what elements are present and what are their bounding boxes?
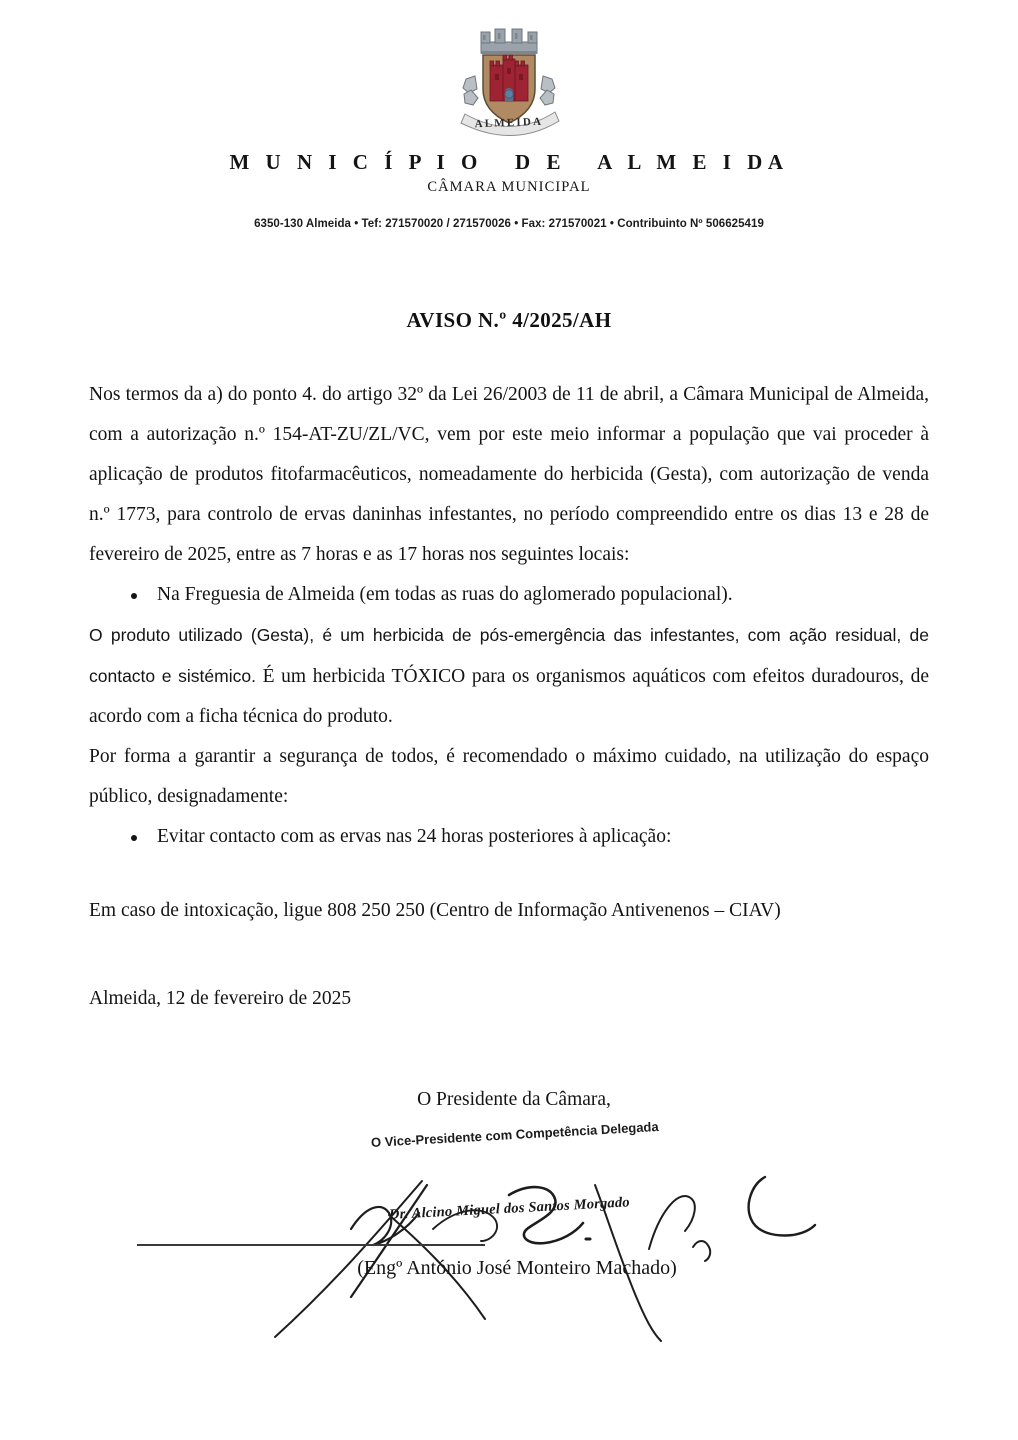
paragraph-emergency: Em caso de intoxicação, ligue 808 250 250 (Centro de Informação Antivenenos – CIAV): [89, 900, 781, 921]
paragraph-product: [89, 615, 929, 737]
signature-role-line: O Presidente da Câmara,: [417, 1089, 611, 1110]
signature-rule: [137, 1244, 485, 1246]
list-item: Evitar contacto com as ervas nas 24 horas posteriores à aplicação:: [89, 817, 929, 857]
letterhead: [0, 0, 1018, 230]
spacer: [89, 857, 929, 891]
list-item: Na Freguesia de Almeida (em todas as ruas do aglomerado populacional).: [89, 575, 929, 615]
almeida-coat-of-arms-icon: [457, 18, 561, 136]
paragraph-product-sans-run: O produto utilizado (Gesta), é um herbicida de pós-emergência das infestantes, com ação residual, de contacto e sistémico.: [89, 625, 929, 686]
precautions-list: [89, 817, 929, 857]
contact-line: 6350-130 Almeida • Tef: 271570020 / 271570026 • Fax: 271570021 • Contribuinto Nº 506625419: [254, 218, 764, 230]
document-title: AVISO N.º 4/2025/AH: [406, 308, 612, 332]
locations-list: [89, 575, 929, 615]
delegation-stamp-text: O Vice-Presidente com Competência Delegada: [370, 1118, 660, 1150]
document-body: [89, 333, 929, 1019]
svg-text:ALMEIDA: ALMEIDA: [474, 115, 544, 131]
stamp-name-text: Dr. Alcino Miguel dos Santos Morgado: [388, 1194, 631, 1223]
organization-name: M U N I C Í P I O D E A L M E I DA: [229, 150, 789, 174]
paragraph-product-serif-run: É um herbicida TÓXICO para os organismos aquáticos com efeitos duradouros, de acordo com a ficha técnica do produto.: [89, 666, 929, 727]
spacer: [89, 931, 929, 979]
paragraph-intro: Nos termos da a) do ponto 4. do artigo 32º da Lei 26/2003 de 11 de abril, a Câmara Municipal de Almeida, com a autorização n.º 154-AT-ZU/ZL/VC, vem por este meio informar a população que vai proceder à aplicação de produtos fitofarmacêuticos, nomeadamente do herbicida (Gesta), com autorização de venda n.º 1773, para controlo de ervas daninhas infestantes, no período compreendido entre os dias 13 e 28 de fevereiro de 2025, entre as 7 horas e as 17 horas nos seguintes locais:: [89, 384, 929, 565]
organization-subtitle: CÂMARA MUNICIPAL: [427, 179, 591, 195]
signature-block: [89, 1089, 929, 1349]
paragraph-safety: Por forma a garantir a segurança de todos, é recomendado o máximo cuidado, na utilização do espaço público, designadamente:: [89, 746, 929, 807]
place-and-date: Almeida, 12 de fevereiro de 2025: [89, 988, 352, 1009]
signature-printed-name: (Engº António José Monteiro Machado): [357, 1257, 677, 1279]
